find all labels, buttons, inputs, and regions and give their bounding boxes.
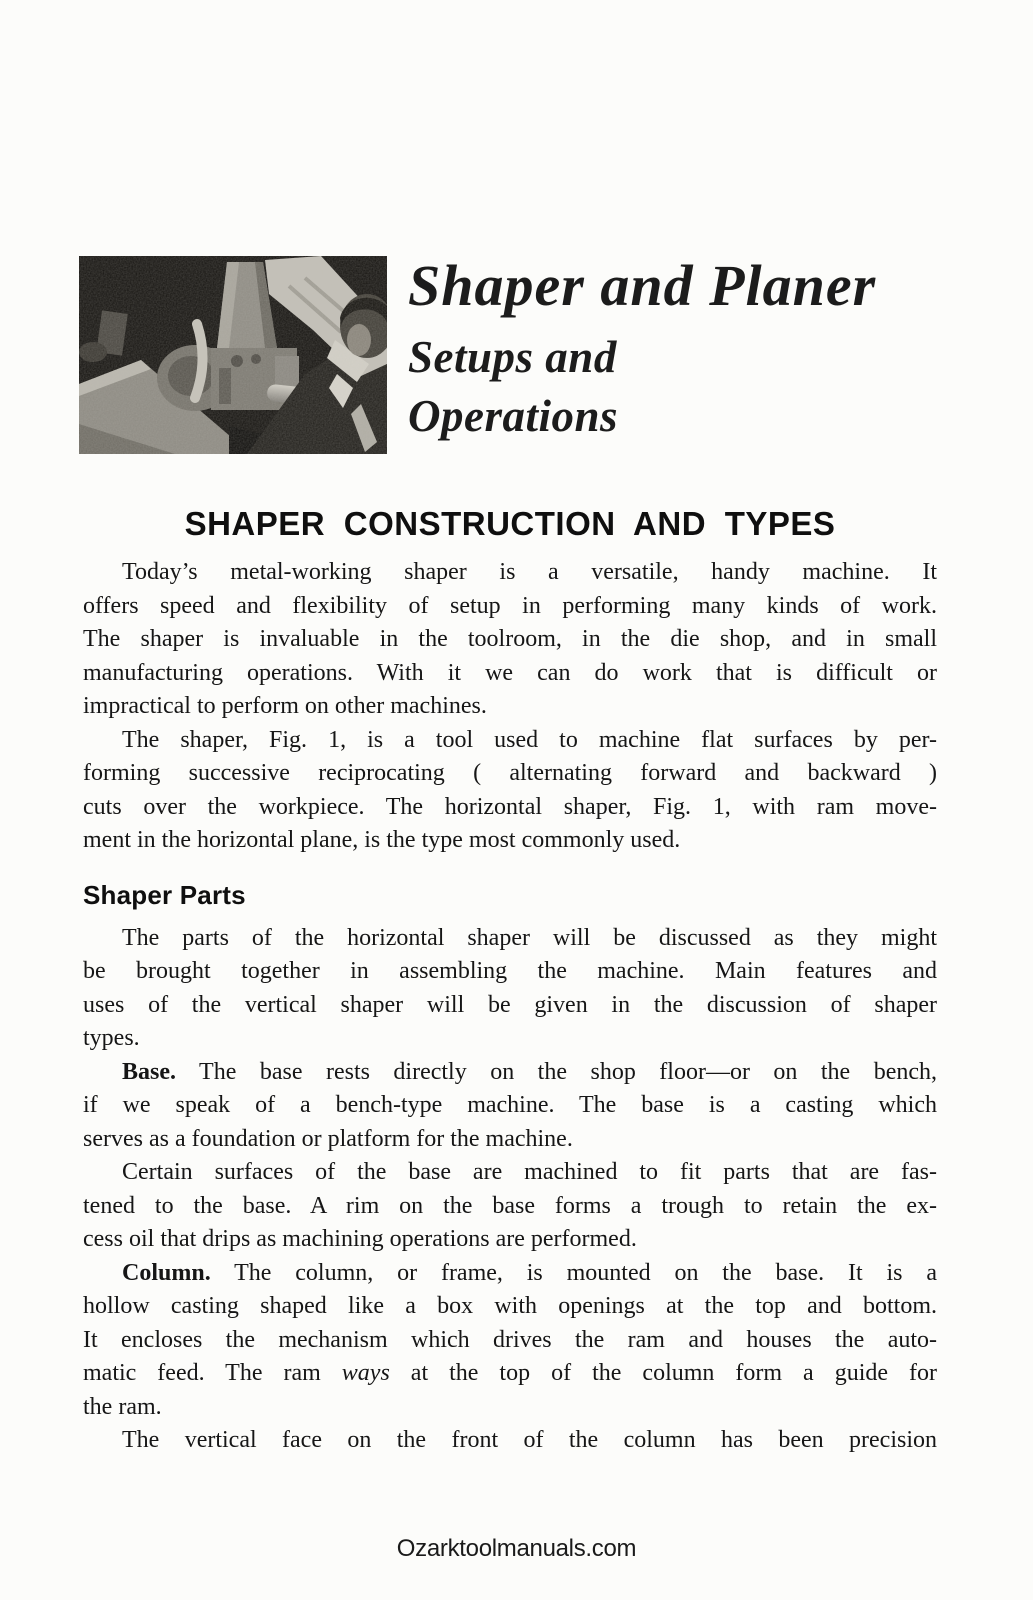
- text-run: offers speed and flexibility of setup in performing many kinds of work.: [83, 592, 937, 619]
- chapter-title: [408, 253, 877, 446]
- text-line: [83, 1290, 937, 1324]
- paragraph: [83, 556, 937, 724]
- text-run: tened to the base. A rim on the base forms a trough to retain the ex-: [83, 1192, 937, 1219]
- text-line: [83, 1324, 937, 1358]
- text-run: Base.: [122, 1058, 176, 1085]
- paragraph: [83, 1156, 937, 1257]
- paragraph: [83, 922, 937, 1056]
- paragraph: [83, 1056, 937, 1157]
- chapter-title-line2: Setups and: [408, 332, 617, 382]
- text-line: [83, 1223, 937, 1257]
- text-run: The base rests directly on the shop floor—or on the bench,: [176, 1058, 937, 1085]
- text-line: [83, 690, 937, 724]
- text-line: [83, 955, 937, 989]
- text-line: [83, 1123, 937, 1157]
- paragraph: [83, 724, 937, 858]
- chapter-header: [79, 253, 877, 454]
- text-run: be brought together in assembling the machine. Main features and: [83, 958, 937, 984]
- text-line: [83, 623, 937, 657]
- text-run: The shaper is invaluable in the toolroom, in the die shop, and in small: [83, 626, 937, 652]
- text-line: [83, 1424, 937, 1458]
- chapter-title-line3: Operations: [408, 391, 619, 441]
- text-run: cuts over the workpiece. The horizontal shaper, Fig. 1, with ram move-: [83, 793, 937, 820]
- text-run: Today’s metal-working shaper is a versatile, handy machine. It: [122, 559, 937, 585]
- text-run: Column.: [122, 1259, 211, 1286]
- text-line: [83, 590, 937, 624]
- text-line: [83, 757, 937, 791]
- paragraph: [83, 1257, 937, 1425]
- text-run: hollow casting shaped like a box with openings at the top and bottom.: [83, 1293, 937, 1319]
- text-run: The vertical face on the front of the column has been precision: [122, 1427, 937, 1453]
- footer-watermark: Ozarktoolmanuals.com: [396, 1535, 637, 1562]
- text-line: [83, 1089, 937, 1123]
- text-run: ment in the horizontal plane, is the type most commonly used.: [83, 827, 681, 853]
- text-run: uses of the vertical shaper will be given in the discussion of shaper: [83, 991, 937, 1018]
- text-line: [83, 556, 937, 590]
- text-run: if we speak of a bench-type machine. The base is a casting which: [83, 1092, 937, 1118]
- header-photo: [79, 256, 387, 454]
- text-run: The column, or frame, is mounted on the base. It is a: [210, 1259, 937, 1286]
- text-run: types.: [83, 1025, 140, 1051]
- text-run: ways: [341, 1360, 390, 1386]
- shaper-machine-photo-illustration: [79, 256, 387, 454]
- text-line: [83, 657, 937, 691]
- text-line: [83, 1391, 937, 1425]
- text-line: [83, 1257, 937, 1291]
- text-run: the ram.: [83, 1393, 162, 1420]
- text-run: manufacturing operations. With it we can do work that is difficult or: [83, 659, 937, 686]
- text-run: The shaper, Fig. 1, is a tool used to machine flat surfaces by per-: [122, 726, 937, 753]
- text-run: Certain surfaces of the base are machined to fit parts that are fas-: [122, 1159, 937, 1185]
- text-run: impractical to perform on other machines.: [83, 693, 487, 719]
- text-run: matic feed. The ram: [83, 1360, 342, 1386]
- body-text: [83, 505, 937, 1458]
- text-line: [83, 1022, 937, 1056]
- text-line: [83, 989, 937, 1023]
- subsection-heading: Shaper Parts: [83, 879, 246, 910]
- text-line: [83, 922, 937, 956]
- text-line: [83, 724, 937, 758]
- text-run: at the top of the column form a guide for: [389, 1360, 938, 1386]
- section-heading: SHAPER CONSTRUCTION AND TYPES: [184, 505, 836, 542]
- text-run: It encloses the mechanism which drives the ram and houses the auto-: [83, 1326, 937, 1353]
- text-line: [83, 1190, 937, 1224]
- text-run: serves as a foundation or platform for the machine.: [83, 1125, 573, 1152]
- text-run: cess oil that drips as machining operations are performed.: [83, 1226, 637, 1252]
- text-run: The parts of the horizontal shaper will be discussed as they might: [122, 924, 937, 951]
- text-line: [83, 1056, 937, 1090]
- text-line: [83, 1357, 937, 1391]
- text-run: forming successive reciprocating ( alternating forward and backward ): [83, 760, 937, 786]
- text-line: [83, 824, 937, 858]
- chapter-title-line1: Shaper and Planer: [408, 253, 877, 318]
- paragraph: [83, 1424, 937, 1458]
- text-line: [83, 1156, 937, 1190]
- text-line: [83, 791, 937, 825]
